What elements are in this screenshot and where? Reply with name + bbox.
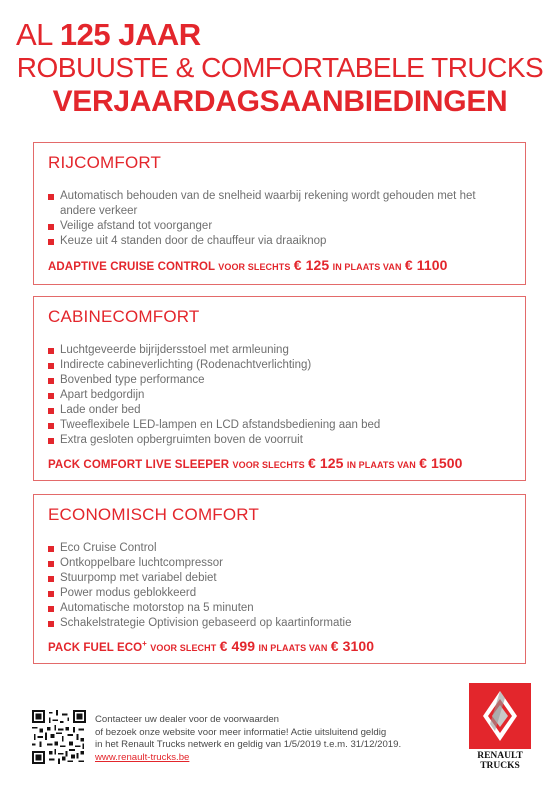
section-rijcomfort (33, 142, 526, 285)
bullet-square-icon (48, 438, 54, 444)
qr-code-icon[interactable] (32, 710, 86, 764)
list-item: Tweeflexibele LED-lampen en LCD afstandsbediening aan bed (48, 418, 511, 433)
section-economisch-comfort (33, 494, 526, 664)
list-item: Stuurpomp met variabel debiet (48, 571, 511, 586)
list-item: Luchtgeveerde bijrijdersstoel met armleuning (48, 343, 511, 358)
bullet-square-icon (48, 194, 54, 200)
list-item: Apart bedgordijn (48, 388, 511, 403)
list-item: Ontkoppelbare luchtcompressor (48, 556, 511, 571)
section-cabinecomfort (33, 296, 526, 481)
bullet-square-icon (48, 561, 54, 567)
offer-old-price: € 1100 (404, 257, 448, 273)
bullet-square-icon (48, 576, 54, 582)
bullet-square-icon (48, 348, 54, 354)
list-item: Power modus geblokkeerd (48, 586, 511, 601)
list-item: Bovenbed type performance (48, 373, 511, 388)
headline-subtitle: ROBUUSTE & COMFORTABELE TRUCKS (16, 52, 544, 83)
header (0, 18, 560, 120)
offer-old-price: € 3100 (330, 638, 375, 654)
list-item: Extra gesloten opbergruimten boven de voorruit (48, 433, 511, 448)
offer-line: ADAPTIVE CRUISE CONTROL VOOR SLECHTS € 125 IN PLAATS VAN € 1100 (48, 257, 448, 273)
list-item: Automatische motorstop na 5 minuten (48, 601, 511, 616)
list-item: Schakelstrategie Optivision gebaseerd op kaartinformatie (48, 616, 511, 631)
bullet-square-icon (48, 393, 54, 399)
headline-offers: VERJAARDAGSAANBIEDINGEN (52, 85, 508, 118)
bullet-square-icon (48, 546, 54, 552)
section-title: RIJCOMFORT (48, 153, 162, 172)
bullet-square-icon (48, 606, 54, 612)
section-title: CABINECOMFORT (48, 307, 200, 326)
offer-old-price: € 1500 (419, 455, 463, 471)
list-item: Automatisch behouden van de snelheid waarbij rekening wordt gehouden met het andere verkeer (48, 189, 511, 219)
offer-line: PACK COMFORT LIVE SLEEPER VOOR SLECHTS € 125 IN PLAATS VAN € 1500 (48, 455, 463, 471)
offer-price: € 125 (308, 455, 344, 471)
footer-disclaimer: Contacteer uw dealer voor de voorwaarden of bezoek onze website voor meer informatie! Actie uitsluitend geldig in het Renault Trucks netwerk en geldig van 1/5/2019 t.e.m. 31/12/2019. www.renault-trucks.be (95, 714, 402, 763)
offer-line: PACK FUEL ECO+ VOOR SLECHT € 499 IN PLAATS VAN € 3100 (48, 638, 375, 654)
section-title: ECONOMISCH COMFORT (48, 505, 260, 524)
offer-price: € 125 (293, 257, 330, 273)
bullet-square-icon (48, 363, 54, 369)
list-item: Eco Cruise Control (48, 541, 511, 556)
feature-list (48, 343, 511, 448)
headline-anniversary: AL 125 JAAR (16, 17, 201, 52)
website-link[interactable]: www.renault-trucks.be (95, 751, 190, 763)
offer-price: € 499 (219, 638, 256, 654)
bullet-square-icon (48, 408, 54, 414)
list-item: Indirecte cabineverlichting (Rodenachtverlichting) (48, 358, 511, 373)
bullet-square-icon (48, 591, 54, 597)
list-item: Keuze uit 4 standen door de chauffeur via draaiknop (48, 234, 511, 249)
bullet-square-icon (48, 621, 54, 627)
bullet-square-icon (48, 423, 54, 429)
feature-list (48, 189, 511, 249)
bullet-square-icon (48, 378, 54, 384)
list-item: Veilige afstand tot voorganger (48, 219, 511, 234)
renault-trucks-logo[interactable] (469, 683, 531, 773)
feature-list (48, 541, 511, 631)
bullet-square-icon (48, 224, 54, 230)
list-item: Lade onder bed (48, 403, 511, 418)
bullet-square-icon (48, 239, 54, 245)
logo-wordmark: RENAULT TRUCKS (477, 751, 523, 771)
